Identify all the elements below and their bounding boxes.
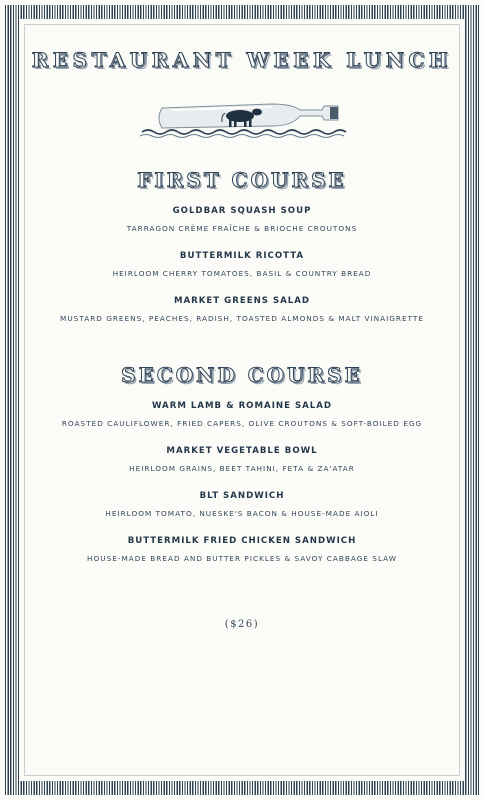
- menu-item-description: MUSTARD GREENS, PEACHES, RADISH, TOASTED ALMONDS & MALT VINAIGRETTE: [60, 314, 424, 323]
- menu-item-name: BUTTERMILK FRIED CHICKEN SANDWICH: [127, 536, 357, 546]
- menu-item-description: HEIRLOOM CHERRY TOMATOES, BASIL & COUNTRY BREAD: [112, 269, 372, 278]
- menu-item: [24, 251, 460, 278]
- menu-item-description: HEIRLOOM GRAINS, BEET TAHINI, FETA & ZA'ATAR: [129, 464, 355, 473]
- course-title-second: SECOND COURSE: [121, 363, 363, 387]
- menu-item-description: HOUSE-MADE BREAD AND BUTTER PICKLES & SAVOY CABBAGE SLAW: [87, 554, 397, 563]
- menu-item-name: WARM LAMB & ROMAINE SALAD: [151, 401, 333, 411]
- menu-item: [24, 446, 460, 473]
- menu-item: [24, 401, 460, 428]
- menu-item-name: BLT SANDWICH: [199, 491, 285, 501]
- menu-item-description: TARRAGON CRÈME FRAÎCHE & BRIOCHE CROUTONS: [126, 224, 358, 233]
- menu-item-name: MARKET GREENS SALAD: [173, 296, 311, 306]
- menu-item-description: HEIRLOOM TOMATO, NUESKE'S BACON & HOUSE-MADE AIOLI: [105, 509, 379, 518]
- menu-title: RESTAURANT WEEK LUNCH: [31, 48, 453, 72]
- course-title-first: FIRST COURSE: [137, 168, 347, 192]
- menu-item: [24, 491, 460, 518]
- menu-item-name: GOLDBAR SQUASH SOUP: [172, 206, 312, 216]
- menu-item-name: MARKET VEGETABLE BOWL: [166, 446, 318, 456]
- menu-item-description: ROASTED CAULIFLOWER, FRIED CAPERS, OLIVE CROUTONS & SOFT-BOILED EGG: [61, 419, 423, 428]
- menu-content: [24, 24, 460, 776]
- price-label: ($26): [224, 619, 260, 630]
- menu-item: [24, 206, 460, 233]
- menu-item-name: BUTTERMILK RICOTTA: [179, 251, 305, 261]
- menu-item: [24, 296, 460, 323]
- menu-item: [24, 536, 460, 563]
- cow-in-bottle-icon: [132, 90, 352, 150]
